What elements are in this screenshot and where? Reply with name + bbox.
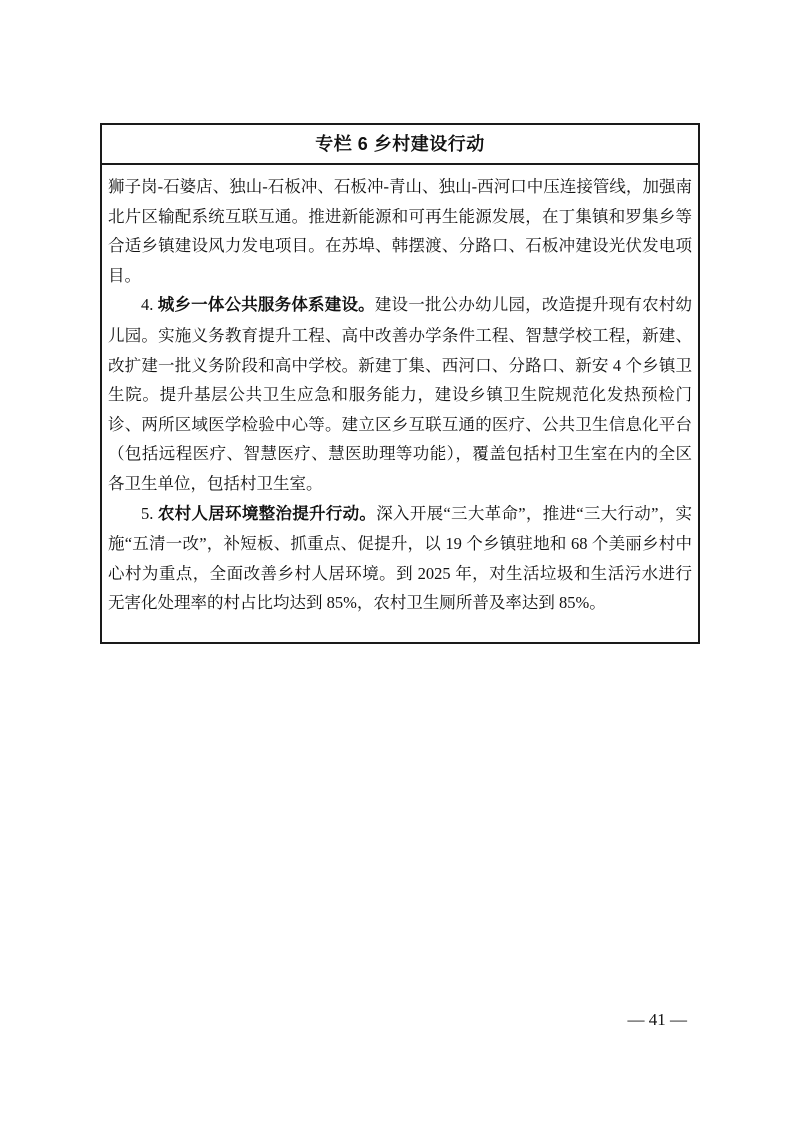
paragraph	[108, 499, 692, 618]
page-number: — 41 —	[627, 1010, 687, 1029]
column-box-title: 专栏 6 乡村建设行动	[102, 125, 698, 165]
paragraph	[108, 290, 692, 498]
body-text: 深入开展“三大革命”，推进“三大行动”，实施“五清一改”，补短板、抓重点、促提升，以 19 个乡镇驻地和 68 个美丽乡村中心村为重点，全面改善乡村人居环境。到 2025 年，对生活垃圾和生活污水进行无害化处理率的村占比均达到 85%，农村卫生厕所普及率达到 85%。	[108, 503, 693, 613]
body-text: 狮子岗-石婆店、独山-石板冲、石板冲-青山、独山-西河口中压连接管线，加强南北片区输配系统互联互通。推进新能源和可再生能源发展，在丁集镇和罗集乡等合适乡镇建设风力发电项目。在苏埠、韩摆渡、分路口、石板冲建设光伏发电项目。	[108, 177, 692, 285]
paragraph	[108, 172, 692, 290]
column-box-body	[102, 165, 698, 642]
body-text: 5.	[141, 503, 158, 523]
body-text: 4.	[141, 295, 158, 315]
emphasis-text: 农村人居环境整治提升行动。	[157, 504, 377, 523]
body-text: 建设一批公办幼儿园，改造提升现有农村幼儿园。实施义务教育提升工程、高中改善办学条件工程、智慧学校工程，新建、改扩建一批义务阶段和高中学校。新建丁集、西河口、分路口、新安 4 个乡镇卫生院。提升基层公共卫生应急和服务能力，建设乡镇卫生院规范化发热预检门诊、两所区域医学检验中心等。建立区乡互联互通的医疗、公共卫生信息化平台（包括远程医疗、智慧医疗、慧医助理等功能），覆盖包括村卫生室在内的全区各卫生单位，包括村卫生室。	[108, 295, 692, 493]
emphasis-text: 城乡一体公共服务体系建设。	[157, 296, 375, 315]
column-box	[100, 123, 700, 644]
